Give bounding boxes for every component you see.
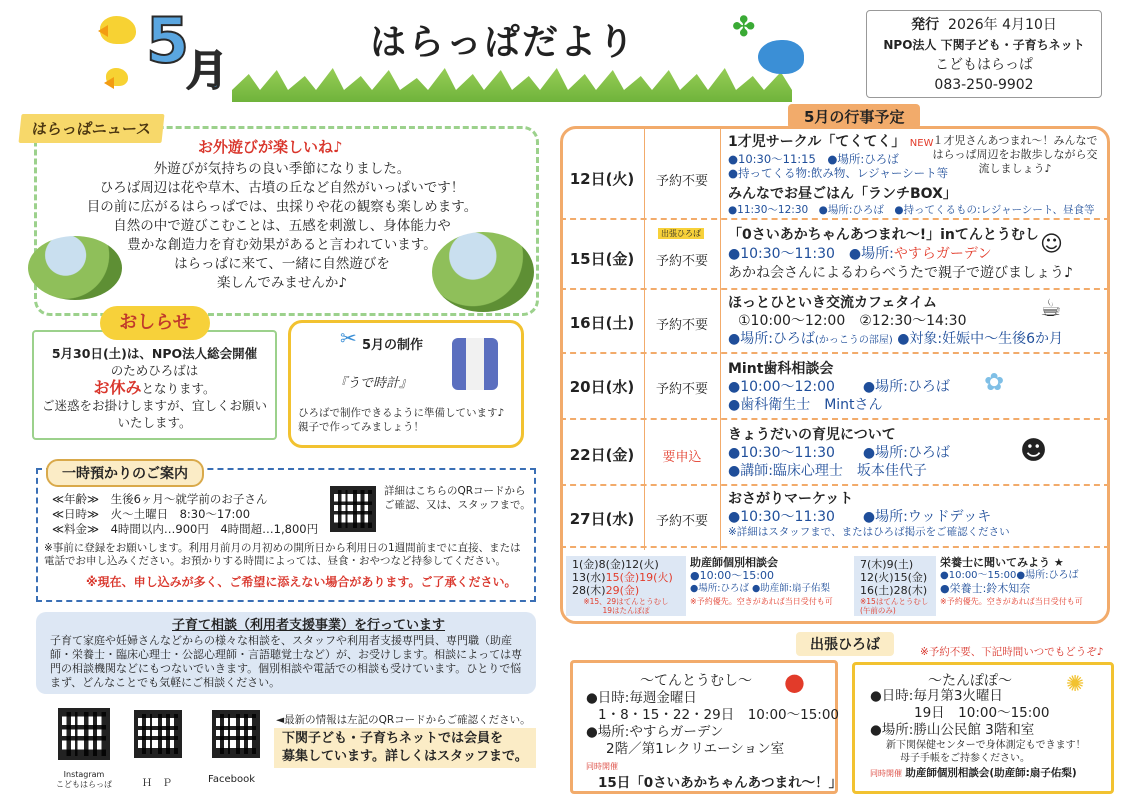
reservation-status: 予約不要 bbox=[655, 254, 708, 269]
childcare-qr-code[interactable] bbox=[330, 486, 376, 532]
midwife-date-line: 13(水) bbox=[572, 571, 606, 584]
news-heading: お外遊びが楽しいね♪ bbox=[198, 138, 343, 156]
notice-line: となります。 bbox=[141, 381, 216, 396]
nutrition-date-note: ※15はてんとうむし bbox=[860, 597, 929, 606]
outing-details bbox=[586, 690, 842, 792]
childcare-note: ※事前に登録をお願いします。利用月前月の月初めの開所日から利用日の1週間前までに直接、または電話でお申し込みください。お預かりする時間によっては、昼食・おやつなど持参してください。 bbox=[44, 542, 521, 567]
outings-label: 出張ひろば bbox=[796, 632, 894, 656]
column-divider bbox=[720, 128, 721, 550]
outing-details bbox=[870, 688, 1086, 782]
reservation-status: 予約不要 bbox=[655, 318, 708, 333]
event-time-place: ●10:30～11:30 ●場所:ウッドデッキ bbox=[728, 509, 992, 525]
craft-note bbox=[298, 406, 520, 434]
midwife-date-line: 28(木) bbox=[572, 584, 606, 597]
childcare-qr-text: 詳細はこちらのQRコードからご確認、又は、スタッフまで。 bbox=[384, 485, 531, 511]
outings-note: ※予約不要、下記時間いつでもどうぞ♪ bbox=[920, 646, 1104, 658]
event-details bbox=[728, 226, 1073, 283]
event-time-place: ●10:30～11:15 ●場所:ひろば bbox=[728, 152, 899, 166]
event-time-place: ●10:30～11:30 ●場所:ひろば bbox=[728, 445, 950, 461]
phone-number: 083-250-9902 bbox=[934, 77, 1034, 93]
midwife-date-line: 15(金)19(火) bbox=[605, 571, 673, 584]
row-divider bbox=[560, 546, 1110, 548]
midwife-consult bbox=[690, 556, 850, 608]
schedule-label: 5月の行事予定 bbox=[788, 104, 920, 129]
reservation-status: 要申込 bbox=[662, 450, 702, 465]
yellow-bird-small-icon bbox=[106, 68, 128, 86]
watch-icon bbox=[452, 338, 498, 390]
notice-label: おしらせ bbox=[100, 306, 210, 340]
homepage-qr-code[interactable] bbox=[134, 710, 182, 758]
childcare-details bbox=[52, 492, 318, 537]
event-title: きょうだいの育児について bbox=[728, 427, 896, 443]
notice-line: 5月30日(土)は、NPO法人総会開催 bbox=[51, 346, 258, 361]
craft-note-line: ひろばで制作できるように準備しています♪ bbox=[298, 407, 505, 419]
event-time-place: ●10:00～12:00 ●場所:ひろば bbox=[728, 379, 950, 395]
event-side-note: １才児さんあつまれ～！みんなではらっぱ周辺をお散歩しながら交流しましょう♪ bbox=[932, 134, 1098, 175]
member-line: 募集しています。詳しくはスタッフまで。 bbox=[282, 749, 528, 764]
instagram-label-line: Instagram bbox=[63, 770, 105, 779]
coffee-cup-icon: ☕ bbox=[1040, 294, 1062, 322]
issue-info bbox=[866, 10, 1102, 98]
childcare-time: ≪日時≫ 火～土曜日 8:30～17:00 bbox=[52, 507, 251, 521]
org-name: NPO法人 下関子ども・子育ちネット bbox=[883, 38, 1085, 52]
event-title: みんなでお昼ごはん「ランチBOX」 bbox=[728, 186, 957, 202]
blue-bird-icon bbox=[758, 40, 804, 74]
news-label: はらっぱニュース bbox=[18, 114, 164, 143]
instagram-qr-code[interactable] bbox=[58, 708, 110, 760]
event-place: やすらガーデン bbox=[893, 246, 992, 262]
outing-event: 助産師個別相談会(助産師:扇子佑梨) bbox=[905, 767, 1077, 779]
notice-line: いたします。 bbox=[117, 415, 192, 430]
member-line: 下関子ども・子育ちネットでは会員を bbox=[282, 731, 504, 746]
nutrition-date-note: (午前のみ) bbox=[860, 606, 896, 615]
outing-date: ●日時:毎月第3火曜日 bbox=[870, 688, 1003, 704]
reservation-status: 予約不要 bbox=[655, 174, 708, 189]
outing-place: ●場所:やすらガーデン bbox=[586, 724, 724, 740]
event-title: Mint歯科相談会 bbox=[728, 361, 834, 377]
consult-body: 子育て家庭や妊婦さんなどからの様々な相談を、スタッフや利用者支援専門員、専門職（助産師・栄養士・臨床心理士・公認心理師・言語聴覚士など）が、お受けします。相談によっては専門の相談機関などにもつないでいきます。個別相談や電話での相談も受けています。ひとりで悩まず、どんなことでも気軽にご相談ください。 bbox=[50, 634, 523, 689]
news-line: 外遊びが気持ちの良い季節になりました。 bbox=[153, 161, 411, 177]
reservation-status: 予約不要 bbox=[655, 382, 708, 397]
instagram-label-line: こどもはらっぱ bbox=[56, 780, 112, 789]
news-line: ひろば周辺は花や草木、古墳の丘など自然がいっぱいです！ bbox=[99, 180, 465, 196]
dandelion-icon: ✺ bbox=[1066, 672, 1085, 697]
reservation-status: 予約不要 bbox=[655, 514, 708, 529]
event-date: 16日(土) bbox=[569, 314, 635, 332]
outing-dates-time: 1・8・15・22・29日 10:00～15:00 bbox=[598, 707, 840, 723]
outing-event: 15日「0さいあかちゃんあつまれ～！」 bbox=[598, 775, 843, 791]
outing-title: ～てんとうむし～ bbox=[640, 673, 752, 689]
homepage-label: Ｈ Ｐ bbox=[142, 778, 172, 789]
same-day-tag: 同時開催 bbox=[586, 762, 618, 771]
midwife-date-note: 19はたんぽぽ bbox=[602, 606, 650, 615]
baby-icon: ☺ bbox=[1040, 232, 1063, 257]
issue-label: 発行 bbox=[911, 17, 940, 33]
news-line: 目の前に広がるはらっぱでは、虫採りや花の観察も楽しめます。 bbox=[86, 199, 478, 215]
event-date: 15日(金) bbox=[569, 250, 635, 268]
nutrition-note: ※予約優先。空きがあれば当日受付も可 bbox=[940, 597, 1083, 606]
event-title: おさがりマーケット bbox=[728, 491, 854, 507]
outdoor-photo bbox=[432, 232, 534, 312]
closed-text: お休み bbox=[93, 378, 142, 397]
event-staff: ●歯科衛生士 Mintさん bbox=[728, 397, 883, 413]
new-badge: NEW bbox=[909, 138, 934, 149]
outdoor-photo bbox=[28, 236, 122, 300]
notice-line: ご迷惑をお掛けしますが、宜しくお願い bbox=[41, 398, 267, 413]
nutrition-title: 栄養士に聞いてみよう ★ bbox=[940, 556, 1064, 569]
center-name: こどもはらっぱ bbox=[935, 57, 1033, 73]
midwife-dates bbox=[566, 556, 686, 616]
consult-title: 子育て相談（利用者支援事業）を行っています bbox=[172, 618, 446, 633]
nutrition-date-line: 12(火)15(金) bbox=[860, 571, 928, 584]
event-details bbox=[728, 360, 950, 414]
nutrition-consult bbox=[940, 556, 1106, 608]
childcare-fee: ≪料金≫ 4時間以内…900円 4時間超…1,800円 bbox=[52, 522, 319, 536]
midwife-date-note: ※15、29はてんとうむし bbox=[583, 597, 669, 606]
member-recruit bbox=[274, 728, 536, 768]
childcare-age: ≪年齢≫ 生後6ヶ月～就学前のお子さん bbox=[52, 492, 268, 506]
event-target: ●対象:妊娠中～生後6か月 bbox=[897, 331, 1064, 347]
outing-note: 新下関保健センターで身体測定もできます！ bbox=[886, 740, 1086, 751]
outing-place: ●場所:勝山公民館 3階和室 bbox=[870, 722, 1035, 738]
midwife-place: ●場所:ひろば ●助産師:扇子佑梨 bbox=[690, 583, 831, 594]
event-details bbox=[728, 490, 1010, 539]
event-place: ●場所:ひろば bbox=[728, 331, 815, 347]
event-time-place: ●10:30～11:30 ●場所: bbox=[728, 246, 894, 262]
news-line: はらっぱに来て、一緒に自然遊びを bbox=[174, 256, 390, 272]
row-divider bbox=[560, 484, 1110, 486]
tooth-icon: ✿ bbox=[984, 368, 1005, 396]
event-time-place: ●11:30～12:30 ●場所:ひろば ●持ってくるもの:レジャーシート、昼食等 bbox=[728, 204, 1095, 216]
page-title: はらっぱだより bbox=[370, 22, 637, 63]
craft-name: 『うで時計』 bbox=[334, 376, 413, 391]
craft-note-line: 親子で作ってみましょう！ bbox=[298, 421, 424, 433]
event-bring: ●持ってくる物:飲み物、レジャーシート等 bbox=[728, 166, 949, 180]
nutrition-time: ●10:00～15:00●場所:ひろば bbox=[940, 570, 1079, 581]
midwife-date-line: 1(金)8(金)12(火) bbox=[572, 558, 659, 571]
outing-dates-time: 19日 10:00～15:00 bbox=[914, 705, 1050, 721]
column-divider bbox=[644, 128, 645, 550]
nutrition-staff: ●栄養士:鈴木知奈 bbox=[940, 582, 1031, 595]
event-title: 「0さいあかちゃんあつまれ～!」inてんとうむし bbox=[728, 227, 1039, 243]
event-title: ほっとひといき交流カフェタイム bbox=[728, 295, 938, 311]
event-room: (かっこうの部屋) bbox=[814, 335, 893, 346]
scissors-icon: ✂ bbox=[340, 326, 357, 350]
notice-line: のためひろばは bbox=[110, 363, 199, 378]
siblings-icon: ☻ bbox=[1020, 436, 1048, 466]
nutrition-date-line: 16(土)28(木) bbox=[860, 584, 928, 597]
ladybug-icon: ● bbox=[784, 668, 805, 696]
grass-decoration bbox=[232, 62, 792, 102]
facebook-label: Facebook bbox=[208, 774, 255, 785]
event-details bbox=[728, 294, 1063, 350]
outing-note: 母子手帳をご持参ください。 bbox=[900, 753, 1030, 764]
row-divider bbox=[560, 418, 1110, 420]
childcare-label: 一時預かりのご案内 bbox=[46, 459, 204, 487]
month-kanji: 月 bbox=[186, 46, 229, 95]
event-title: 1才児サークル「てくてく」 bbox=[728, 134, 906, 150]
childcare-warning: ※現在、申し込みが多く、ご希望に添えない場合があります。ご了承ください。 bbox=[86, 575, 517, 589]
news-line: 自然の中で遊びこむことは、五感を刺激し、身体能力や bbox=[113, 218, 451, 234]
midwife-note: ※予約優先。空きがあれば当日受付も可 bbox=[690, 597, 833, 606]
instagram-label bbox=[44, 770, 124, 790]
latest-info-text: ◄最新の情報は左記のQRコードからご確認ください。 bbox=[276, 714, 531, 726]
outing-title: ～たんぽぽ～ bbox=[928, 673, 1012, 689]
midwife-time: ●10:00～15:00 bbox=[690, 569, 774, 582]
craft-title: 5月の制作 bbox=[362, 338, 424, 353]
event-date: 22日(金) bbox=[569, 446, 635, 464]
midwife-date-line: 29(金) bbox=[605, 584, 640, 597]
event-date: 27日(水) bbox=[569, 510, 635, 528]
facebook-qr-code[interactable] bbox=[212, 710, 260, 758]
same-day-tag: 同時開催 bbox=[870, 769, 902, 778]
issue-date: 2026年 4月10日 bbox=[948, 17, 1057, 33]
nutrition-date-line: 7(木)9(土) bbox=[860, 558, 914, 571]
outing-tag: 出張ひろば bbox=[658, 228, 704, 239]
event-date: 12日(火) bbox=[569, 170, 635, 188]
event-note: ※詳細はスタッフまで、またはひろば掲示をご確認ください bbox=[728, 526, 1010, 538]
notice-body bbox=[36, 345, 273, 431]
event-staff: ●講師:臨床心理士 坂本佳代子 bbox=[728, 463, 927, 479]
row-divider bbox=[560, 288, 1110, 290]
month-number: 5 bbox=[146, 4, 190, 77]
outing-date: ●日時:毎週金曜日 bbox=[586, 690, 697, 706]
event-description: あかね会さんによるわらべうたで親子で遊びましょう♪ bbox=[728, 265, 1073, 281]
row-divider bbox=[560, 352, 1110, 354]
event-date: 20日(水) bbox=[569, 378, 635, 396]
clover-icon: ✤ bbox=[732, 10, 756, 43]
nutrition-dates bbox=[854, 556, 936, 616]
news-line: 豊かな創造力を育む効果があると言われています。 bbox=[127, 237, 437, 253]
row-divider bbox=[560, 218, 1110, 220]
event-details bbox=[728, 426, 950, 480]
event-times: ①10:00～12:00 ②12:30～14:30 bbox=[738, 313, 967, 329]
news-line: 楽しんでみませんか♪ bbox=[216, 275, 348, 291]
yellow-bird-icon bbox=[100, 16, 136, 44]
outing-room: 2階／第1レクリエーション室 bbox=[606, 741, 785, 757]
midwife-title: 助産師個別相談会 bbox=[690, 556, 778, 569]
